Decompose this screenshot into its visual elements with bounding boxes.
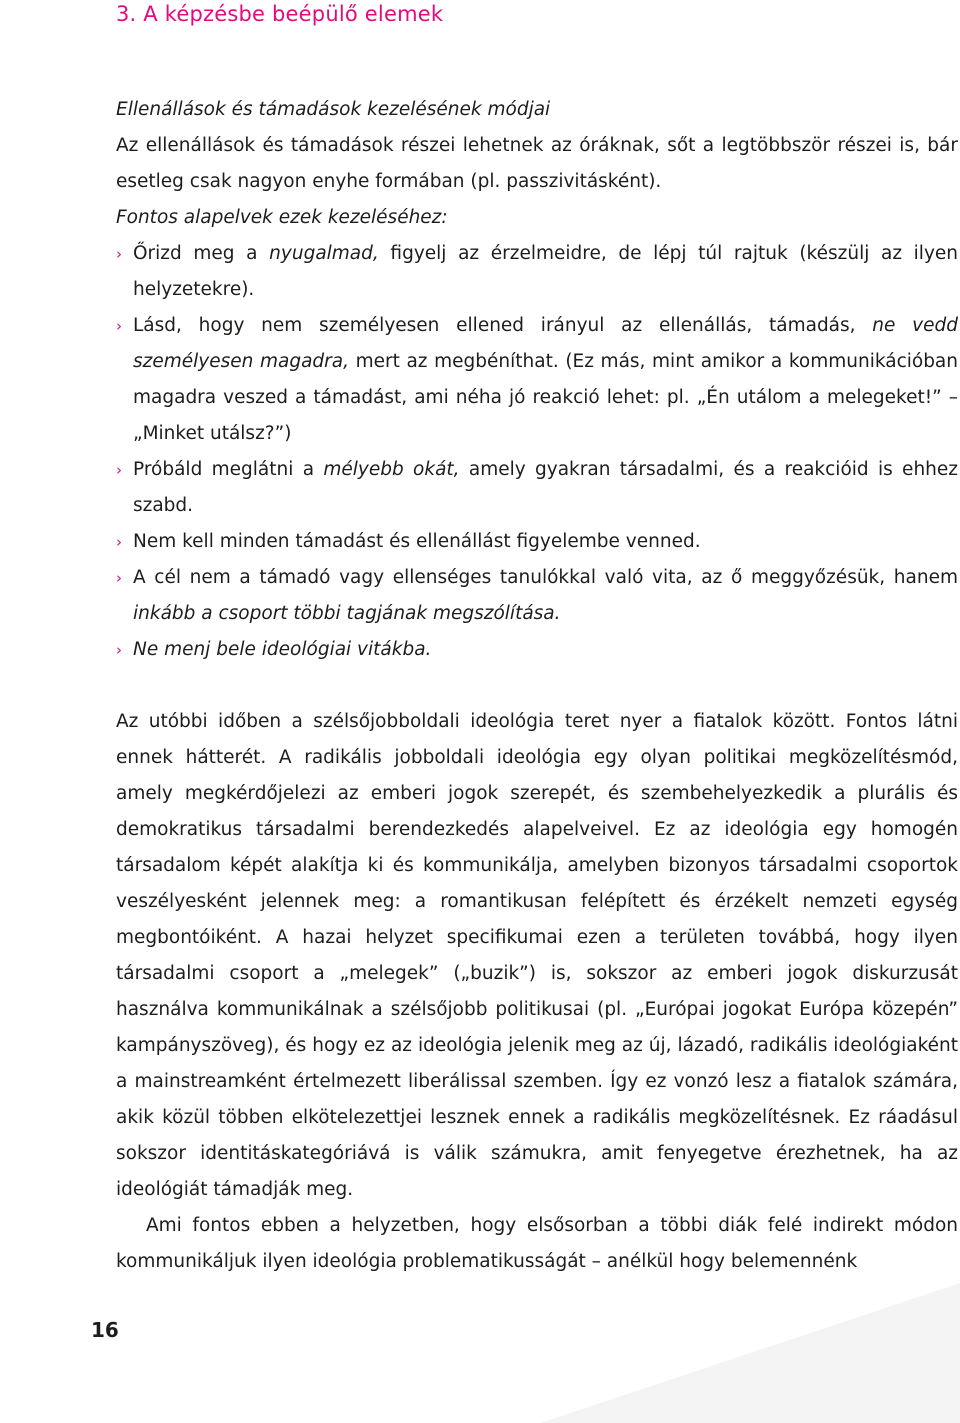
chevron-right-icon: › — [116, 641, 122, 659]
chevron-right-icon: › — [116, 245, 122, 263]
page-content — [116, 92, 958, 1280]
body-paragraph-1: Az utóbbi időben a szélsőjobboldali ideológia teret nyer a fiatalok között. Fontos látni ennek hátterét. A radikális jobboldali ideológia egy olyan politikai megközelítésmód, amely megkérdőjelezi az emberi jogok szerepét, és szembehelyezkedik a plurális és demokratikus társadalmi berendezkedés alapelveivel. Ez az ideológia egy homogén társadalom képét alakítja ki és kommunikálja, amelyben bizonyos társadalmi csoportok veszélyesként jelennek meg: a romantikusan felépített és érzékelt nemzeti egység megbontóiként. A hazai helyzet specifikumai ezen a területen továbbá, hogy ilyen társadalmi csoport a „melegek” („buzik”) is, sokszor az emberi jogok diskurzusát használva kommunikálnak a szélsőjobb politikusai (pl. „Európai jogokat Európa közepén” kampányszöveg), és hogy ez az ideológia jelenik meg az új, lázadó, radikális ideológiaként a mainstreamként értelmezett liberálissal szemben. Így ez vonzó lesz a fiatalok számára, akik közül többen elkötelezettjei lesznek ennek a radikális megközelítésnek. Ez ráadásul sokszor identitáskategóriává is válik számukra, amit fenyegetve érezhetnek, ha az ideológiát támadják meg. — [116, 711, 958, 1200]
list-item: › Lásd, hogy nem személyesen ellened irányul az ellenállás, támadás, ne vedd személyesen magadra, mert az megbéníthat. (Ez más, mint amikor a kommunikációban magadra veszed a támadást, ami néha jó reakció lehet: pl. „Én utálom a melegeket!” – „Minket utálsz?”) — [116, 308, 958, 452]
chevron-right-icon: › — [116, 569, 122, 587]
list-item: › A cél nem a támadó vagy ellenséges tanulókkal való vita, az ő meggyőzésük, hanem inkább a csoport többi tagjának megszólítása. — [116, 560, 958, 632]
chevron-right-icon: › — [116, 533, 122, 551]
page-corner-decoration — [540, 1283, 960, 1423]
page-number: 16 — [91, 1318, 119, 1342]
list-item: › Próbáld meglátni a mélyebb okát, amely gyakran társadalmi, és a reakcióid is ehhez szabd. — [116, 452, 958, 524]
chevron-right-icon: › — [116, 461, 122, 479]
chapter-header: 3. A képzésbe beépülő elemek — [116, 2, 444, 26]
list-item: › Őrizd meg a nyugalmad, figyelj az érzelmeidre, de lépj túl rajtuk (készülj az ilyen helyzetekre). — [116, 236, 958, 308]
body-paragraph-2: Ami fontos ebben a helyzetben, hogy elsősorban a többi diák felé indirekt módon kommunikáljuk ilyen ideológia problematikusságát – anélkül hogy belemennénk — [116, 1215, 958, 1272]
principles-list — [116, 236, 958, 668]
section-intro: Az ellenállások és támadások részei lehetnek az óráknak, sőt a legtöbbször részei is, bár esetleg csak nagyon enyhe formában (pl. passzivitásként). — [116, 135, 958, 192]
list-item: › Ne menj bele ideológiai vitákba. — [116, 632, 958, 668]
chevron-right-icon: › — [116, 317, 122, 335]
list-item: › Nem kell minden támadást és ellenállást figyelembe venned. — [116, 524, 958, 560]
principles-heading: Fontos alapelvek ezek kezeléséhez: — [116, 207, 448, 228]
section-heading: Ellenállások és támadások kezelésének módjai — [116, 99, 551, 120]
